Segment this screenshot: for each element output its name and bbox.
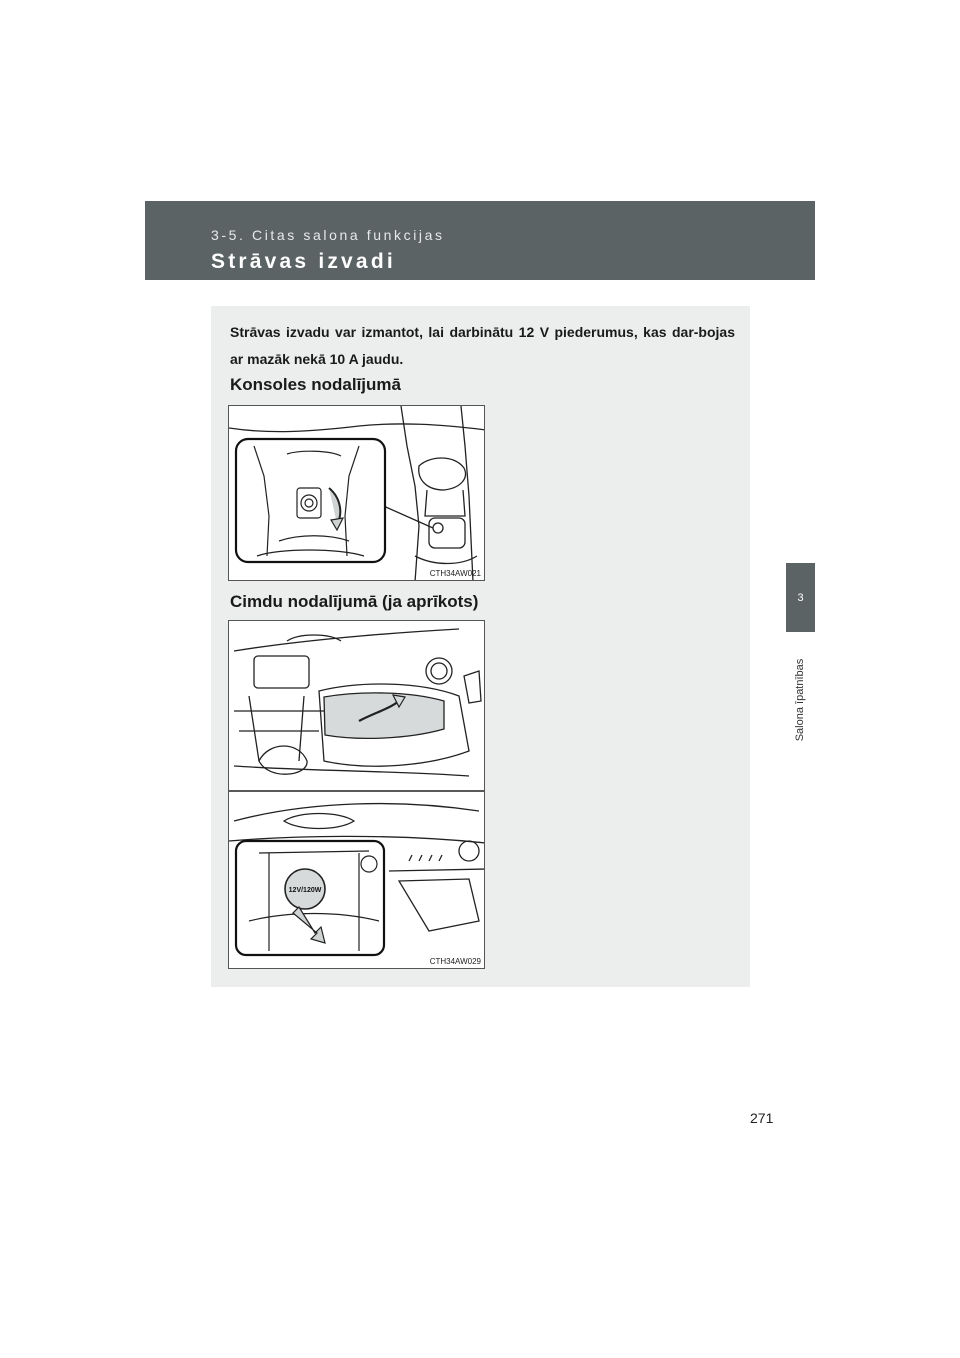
section-label: 3-5. Citas salona funkcijas — [211, 227, 445, 243]
glovebox-figure — [228, 620, 485, 969]
console-figure-code: CTH34AW021 — [429, 569, 481, 578]
chapter-label: Salona īpatnības — [794, 658, 806, 742]
chapter-tab: 3 — [786, 563, 815, 632]
socket-label: 12V/120W — [288, 887, 322, 894]
console-illustration — [229, 406, 485, 581]
intro-paragraph: Strāvas izvadu var izmantot, lai darbinātu 12 V piederumus, kas dar-bojas ar mazāk nekā 10 A jaudu. — [230, 324, 735, 367]
page-number: 271 — [750, 1110, 774, 1126]
console-heading: Konsoles nodalījumā — [230, 375, 401, 394]
page-title: Strāvas izvadi — [211, 250, 396, 273]
console-figure — [228, 405, 485, 581]
glovebox-figure-code: CTH34AW029 — [429, 957, 481, 966]
glovebox-heading: Cimdu nodalījumā (ja aprīkots) — [230, 592, 479, 611]
glovebox-illustration — [229, 621, 485, 969]
